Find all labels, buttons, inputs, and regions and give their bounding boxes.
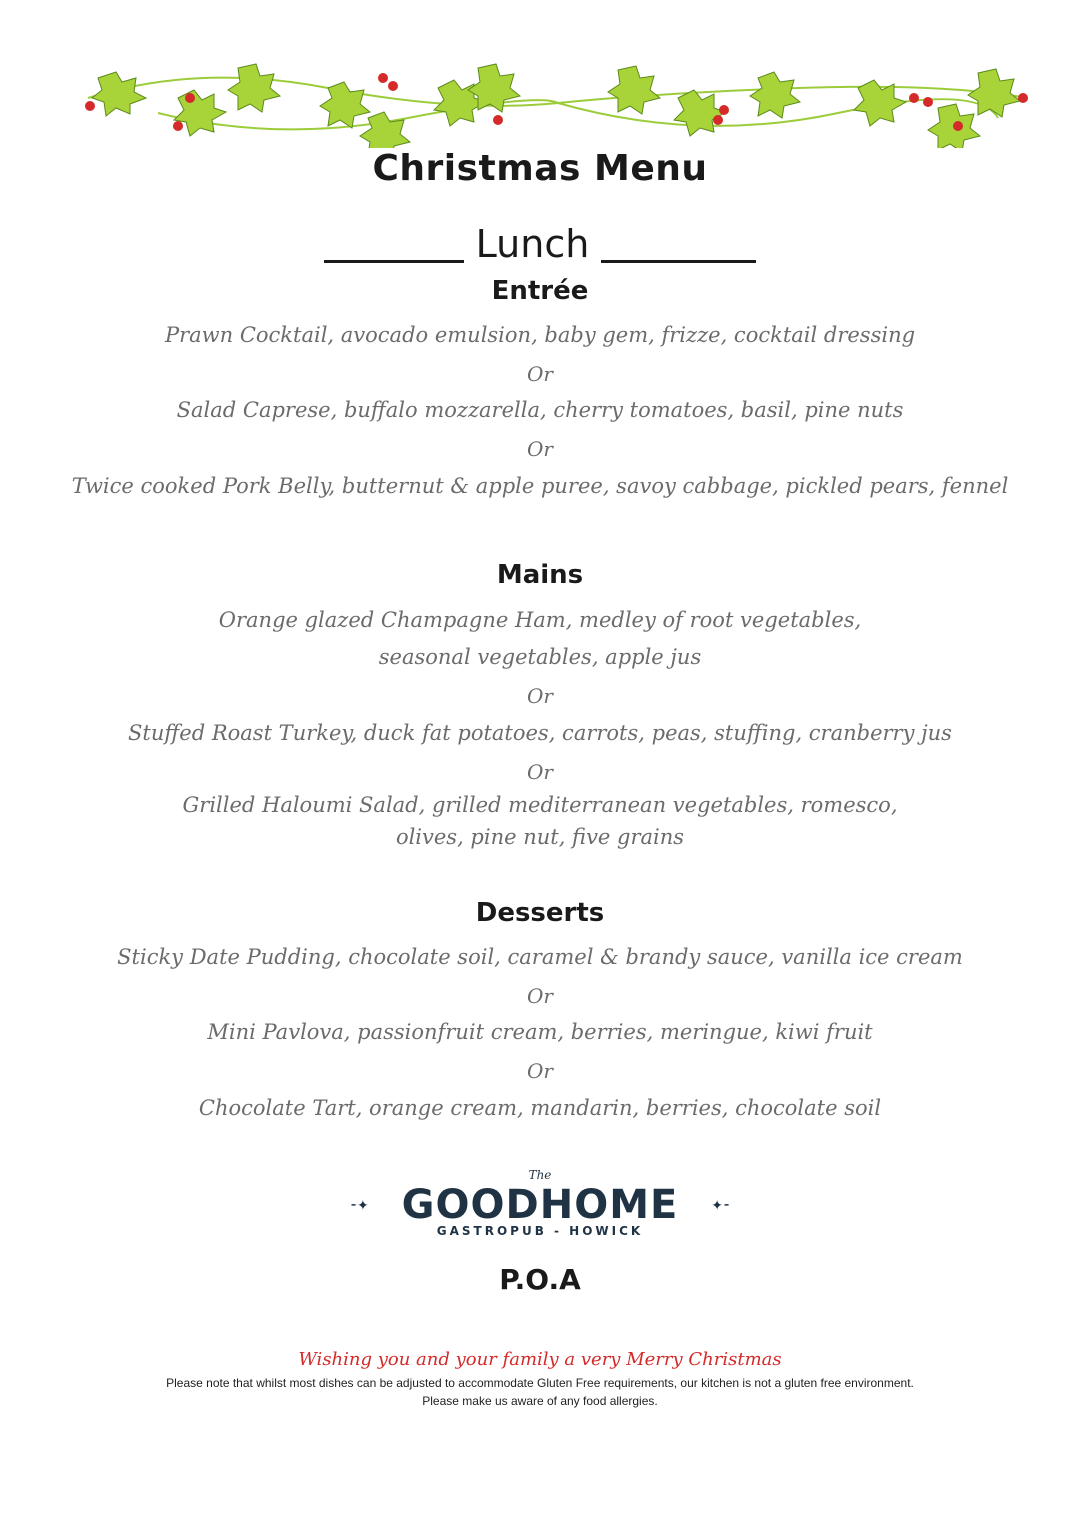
menu-item: Grilled Haloumi Salad, grilled mediterranean vegetables, romesco,: [182, 793, 898, 817]
menu-item: Prawn Cocktail, avocado emulsion, baby gem, frizze, cocktail dressing: [164, 323, 916, 347]
or-separator: Or: [527, 362, 553, 386]
menu-item: Mini Pavlova, passionfruit cream, berries, meringue, kiwi fruit: [207, 1020, 873, 1044]
flourish-icon: ⁃✦: [350, 1198, 369, 1214]
divider: [324, 260, 464, 263]
menu-item: olives, pine nut, five grains: [395, 825, 685, 849]
or-separator: Or: [527, 760, 553, 784]
section-title-desserts: Desserts: [475, 898, 605, 928]
menu-item: Twice cooked Pork Belly, butternut & apple puree, savoy cabbage, pickled pears, fennel: [71, 474, 1009, 498]
menu-item: Stuffed Roast Turkey, duck fat potatoes, carrots, peas, stuffing, cranberry jus: [128, 721, 952, 745]
holly-garland-icon: [78, 58, 1038, 148]
section-title-mains: Mains: [496, 560, 584, 590]
menu-item: Sticky Date Pudding, chocolate soil, caramel & brandy sauce, vanilla ice cream: [117, 945, 963, 969]
section-title-entree: Entrée: [491, 276, 589, 306]
greeting: Wishing you and your family a very Merry Christmas: [298, 1349, 782, 1370]
menu-title: Christmas Menu: [372, 148, 708, 189]
menu-item: Chocolate Tart, orange cream, mandarin, berries, chocolate soil: [198, 1096, 882, 1120]
allergy-note: Please make us aware of any food allergies.: [422, 1394, 658, 1408]
gluten-note: Please note that whilst most dishes can be adjusted to accommodate Gluten Free requirements, our kitchen is not a gluten free environment.: [166, 1376, 914, 1390]
logo-the: The: [528, 1168, 552, 1182]
logo-subtitle: GASTROPUB - HOWICK: [436, 1224, 644, 1238]
goodhome-logo: [350, 1168, 730, 1240]
flourish-icon: ✦⁃: [711, 1198, 730, 1214]
meal-label: Lunch: [475, 222, 590, 266]
meal-heading: [0, 222, 1080, 266]
price-label: P.O.A: [499, 1263, 581, 1296]
or-separator: Or: [527, 1059, 553, 1083]
or-separator: Or: [527, 437, 553, 461]
or-separator: Or: [527, 984, 553, 1008]
or-separator: Or: [527, 684, 553, 708]
menu-item: Salad Caprese, buffalo mozzarella, cherry tomatoes, basil, pine nuts: [176, 398, 904, 422]
logo-name: GOODHOME: [401, 1182, 679, 1228]
divider: [601, 260, 756, 263]
menu-item: seasonal vegetables, apple jus: [378, 645, 702, 669]
menu-item: Orange glazed Champagne Ham, medley of root vegetables,: [218, 608, 862, 632]
